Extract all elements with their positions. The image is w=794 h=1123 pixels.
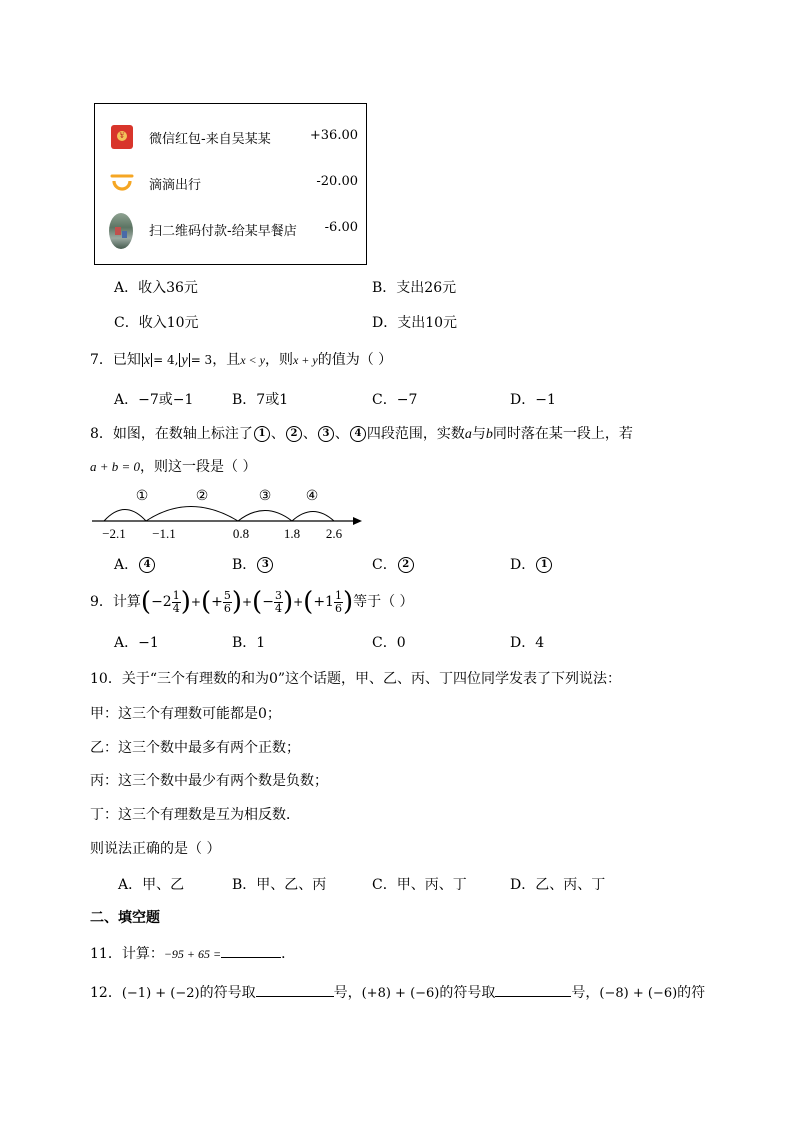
number-line-figure: [90, 482, 380, 544]
payment-box: [94, 103, 367, 265]
q7-ineq: x < y: [240, 353, 265, 367]
payment-item-amount: +36.00: [309, 128, 358, 143]
q9-prefix: 9．计算: [90, 594, 141, 610]
option-c: C．收入10元: [114, 315, 199, 331]
separator: 、: [302, 426, 317, 442]
q7-expr: x + y: [292, 353, 318, 367]
option-d: D．−1: [510, 392, 556, 408]
payment-item-amount: -6.00: [324, 220, 358, 235]
tick-label: −2.1: [102, 526, 126, 541]
q8-var-b: b: [485, 427, 493, 442]
q7-prefix: 7．已知: [90, 352, 141, 368]
tick-label: 0.8: [232, 526, 250, 541]
option-b: B．1: [232, 635, 266, 651]
q7-mid2: ，则: [264, 352, 293, 368]
tick-label: 1.8: [283, 526, 301, 541]
answer-blank[interactable]: [495, 984, 571, 997]
q7-suffix: 的值为（ ）: [317, 352, 393, 368]
option-d: D． 1: [510, 554, 553, 574]
payment-item-label: 扫二维码付款-给某早餐店: [149, 224, 297, 239]
statement: 甲：这三个有理数可能都是0；: [90, 706, 281, 722]
statement: 丁：这三个有理数是互为相反数．: [90, 807, 300, 823]
option-b: B．支出26元: [372, 280, 457, 296]
circle-number: 4: [350, 426, 366, 442]
answer-blank[interactable]: [221, 945, 281, 958]
q8-and: 与: [471, 426, 486, 442]
tick-label: −1.1: [152, 526, 176, 541]
question-10-intro: 10．关于“三个有理数的和为0”这个话题，甲、乙、丙、丁四位同学发表了下列说法：: [90, 671, 622, 687]
q7-mid: ，且: [212, 352, 241, 368]
option-d: D．4: [510, 635, 545, 651]
separator: 、: [270, 426, 285, 442]
option-c: C．甲、丙、丁: [372, 877, 467, 893]
photo-avatar-icon: [109, 213, 133, 249]
option-a: A．−1: [114, 635, 159, 651]
answer-blank[interactable]: [256, 984, 334, 997]
question-9: 9．计算(−2 $\frac{1}{4}$ )+(+ $\frac{5}{6}$ )+(− $\frac{3}{4}$ )+(+1 $\frac{1}{6}$ )等于（ ）: [90, 587, 414, 617]
segment-label: ①: [135, 488, 149, 504]
option-d: D．支出10元: [372, 315, 458, 331]
payment-item-label: 滴滴出行: [149, 178, 202, 193]
option-c: C．−7: [372, 392, 418, 408]
question-7: [90, 349, 392, 369]
q8-mid: 四段范围，实数: [366, 426, 465, 442]
option-a: A．−7或−1: [114, 392, 194, 408]
option-b: B．甲、乙、丙: [232, 877, 327, 893]
question-11: 11．计算：−95 + 65 = ．: [90, 946, 296, 962]
payment-item-amount: -20.00: [316, 174, 358, 189]
q7-var-x: x: [143, 353, 151, 368]
q7-eq1: = 4,: [153, 353, 179, 367]
q8-var-a: a: [464, 427, 472, 442]
q7-var-y: y: [181, 353, 188, 368]
option-c: C．0: [372, 635, 406, 651]
question-8-line2: [90, 456, 257, 476]
option-a: A． 4: [114, 554, 156, 574]
option-b: B．7或1: [232, 392, 289, 408]
didi-icon: [109, 170, 135, 196]
statement: 乙：这三个数中最多有两个正数；: [90, 740, 300, 756]
circle-number: 3: [318, 426, 334, 442]
q7-eq2: = 3: [190, 353, 213, 367]
segment-label: ③: [258, 488, 272, 504]
option-a: A．收入36元: [114, 280, 198, 296]
question-12: 12．(−1) + (−2)的符号取 号，(+8) + (−6)的符号取 号，(−8) + (−6)的符: [90, 985, 706, 1001]
q8-prefix: 8．如图，在数轴上标注了: [90, 426, 253, 442]
statement: 丙：这三个数中最少有两个数是负数；: [90, 773, 328, 789]
q8-condition: a + b = 0: [90, 459, 141, 474]
question-10-ask: 则说法正确的是（ ）: [90, 841, 221, 857]
q8-line2-suffix: ，则这一段是（ ）: [140, 459, 257, 475]
red-envelope-icon: ¥: [111, 125, 133, 149]
circle-number: 2: [286, 426, 302, 442]
separator: 、: [334, 426, 349, 442]
option-c: C． 2: [372, 554, 415, 574]
option-b: B． 3: [232, 554, 274, 574]
tick-label: 2.6: [325, 526, 343, 541]
circle-number: 1: [254, 426, 270, 442]
payment-item-label: 微信红包-来自吴某某: [149, 132, 271, 147]
q8-suffix: 同时落在某一段上，若: [492, 426, 633, 442]
option-d: D．乙、丙、丁: [510, 877, 606, 893]
segment-label: ④: [305, 488, 319, 504]
section-title: 二、填空题: [90, 910, 160, 926]
q9-suffix: 等于（ ）: [353, 594, 414, 610]
segment-label: ②: [195, 488, 209, 504]
option-a: A．甲、乙: [118, 877, 185, 893]
question-8-line1: [90, 423, 633, 443]
